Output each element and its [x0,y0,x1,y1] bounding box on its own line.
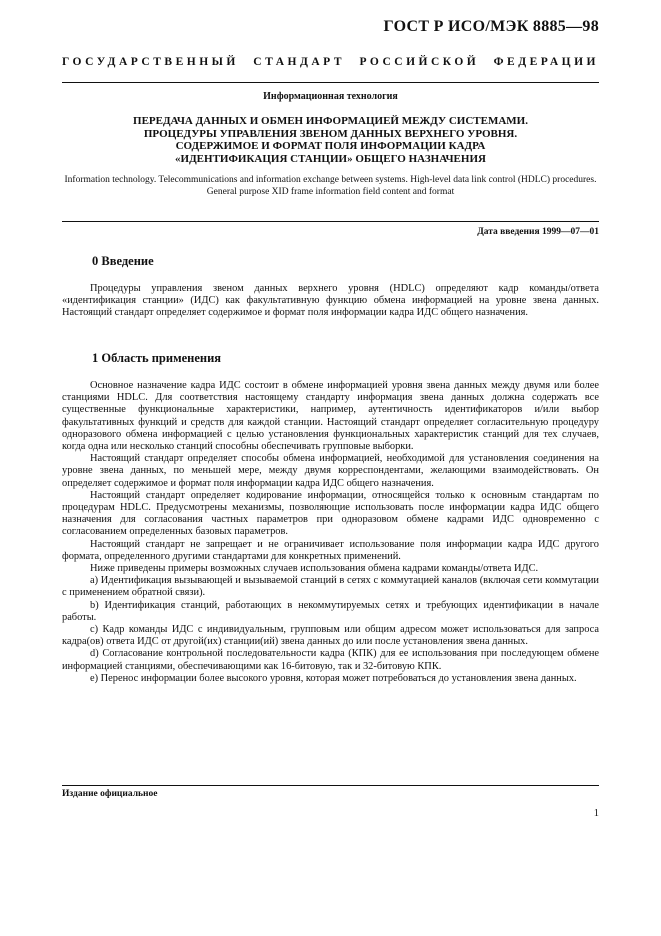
header-rule [62,82,599,83]
edition-label: Издание официальное [62,789,158,799]
footer-rule [62,785,599,786]
paragraph: Настоящий стандарт не запрещает и не ограничивает использование поля информации кадра ИДС другого формата, определенного другими стандартами для конкретных применений. [62,538,599,562]
gost-code: ГОСТ Р ИСО/МЭК 8885—98 [383,18,599,35]
section-1-body [62,380,599,685]
paragraph: Процедуры управления звеном данных верхнего уровня (HDLC) определяют кадр команды/ответа «идентификация станции» (ИДС) как факультативную функцию обмена информацией на уровне звена данных. Настоящий стандарт определяет содержимое и формат поля информации кадра ИДС общего назначения. [62,283,599,319]
section-1-heading: 1 Область применения [92,351,222,365]
state-standard-title: ГОСУДАРСТВЕННЫЙ СТАНДАРТ РОССИЙСКОЙ ФЕДЕРАЦИИ [62,56,599,68]
intro-date: Дата введения 1999—07—01 [477,227,599,237]
title-line: ПЕРЕДАЧА ДАННЫХ И ОБМЕН ИНФОРМАЦИЕЙ МЕЖДУ СИСТЕМАМИ. [133,115,528,127]
paragraph: Настоящий стандарт определяет способы обмена информацией, необходимой для установления соединения на уровне звена данных, по меньшей мере, между двумя корреспондентами, желающими взаимодействовать. Он определяет содержимое и формат поля информации кадра ИДС общего назначения. [62,453,599,489]
paragraph: Настоящий стандарт определяет кодирование информации, относящейся только к основным стандартам по процедурам HDLC. Предусмотрены механизмы, позволяющие использовать после информации кадра ИДС общего назначения для согласования частных параметров при одноразовом обмене кадрами ИДС одновременно с согласованием определенных базовых параметров. [62,489,599,538]
list-item: c) Кадр команды ИДС с индивидуальным, групповым или общим адресом может использоваться для запроса кадра(ов) ответа ИДС от другой(их) станции(ий) звена данных до или после установления звена данных. [62,624,599,648]
section-0-body [62,283,599,320]
title-line: СОДЕРЖИМОЕ И ФОРМАТ ПОЛЯ ИНФОРМАЦИИ КАДРА [175,140,486,152]
section-0-heading: 0 Введение [92,254,154,268]
list-item: d) Согласование контрольной последовательности кадра (КПК) для ее использования при последующем обмене информацией станциями, обеспечивающими как 16-битовую, так и 32-битовую КПК. [62,648,599,672]
list-item: a) Идентификация вызывающей и вызываемой станций в сетях с коммутацией каналов (включая сети коммутации с применением обратной связи). [62,575,599,599]
subject-line: Информационная технология [263,91,398,102]
document-title-ru [62,115,599,165]
list-item: e) Перенос информации более высокого уровня, которая может потребоваться до установления звена данных. [90,672,577,684]
list-item: b) Идентификация станций, работающих в некоммутируемых сетях и требующих идентификации в начале работы. [62,599,599,623]
page-number: 1 [593,808,599,819]
paragraph: Ниже приведены примеры возможных случаев использования обмена кадрами команды/ответа ИДС. [90,563,539,575]
paragraph: Основное назначение кадра ИДС состоит в обмене информацией уровня звена данных между двумя или более станциями HDLC. Для соответствия настоящему стандарту информация звена данных должна содержать все существенные функциональные характеристики, например, аутентичность идентификаторов и/или выбор факультативных функций и средств для каждой станции. Настоящий стандарт определяет согласительную процедуру одноразового обмена информацией с целью установления функциональных характеристик станций для тех случаев, когда одна или несколько станций способны обеспечивать групповые выборки. [62,380,599,453]
title-line: ПРОЦЕДУРЫ УПРАВЛЕНИЯ ЗВЕНОМ ДАННЫХ ВЕРХНЕГО УРОВНЯ. [143,127,518,140]
title-rule [62,221,599,222]
title-line: «ИДЕНТИФИКАЦИЯ СТАНЦИИ» ОБЩЕГО НАЗНАЧЕНИЯ [175,152,486,165]
document-title-en: Information technology. Telecommunications and information exchange between systems. High-level data link control (HDLC) procedures. General purpose XID frame information field content and format [64,175,597,197]
